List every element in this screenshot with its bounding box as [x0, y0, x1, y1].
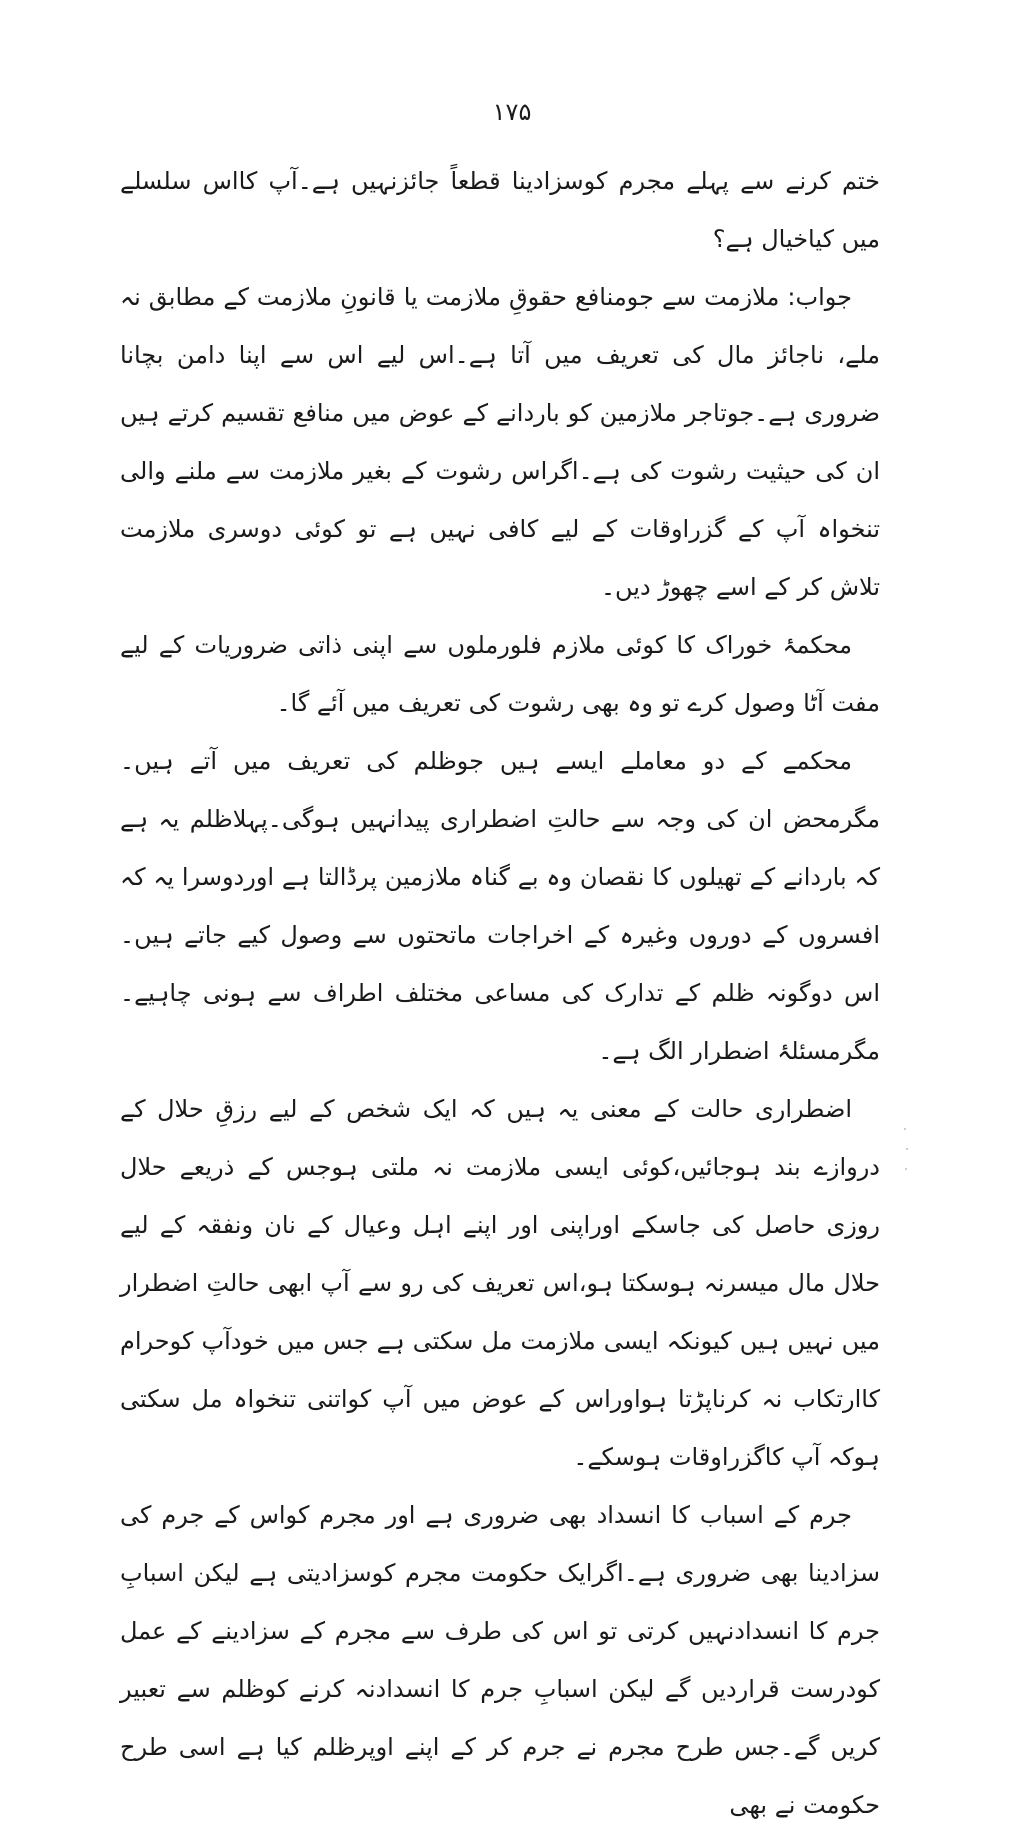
scan-speck: [905, 1168, 907, 1170]
paragraph-1: ختم کرنے سے پہلے مجرم کوسزادینا قطعاً جائزنہیں ہے۔آپ کااس سلسلے میں کیاخیال ہے؟: [120, 167, 880, 253]
paragraph-4: محکمے کے دو معاملے ایسے ہیں جوظلم کی تعریف میں آتے ہیں۔مگرمحض ان کی وجہ سے حالتِ اضطراری پیدانہیں ہوگی۔پہلاظلم یہ ہے کہ باردانے کے تھیلوں کا نقصان وہ بے گناہ ملازمین پرڈالتا ہے اوردوسرا یہ کہ افسروں کے دوروں وغیرہ کے اخراجات ماتحتوں سے وصول کیے جاتے ہیں۔اس دوگونہ ظلم کے تدارک کی مساعی مختلف اطراف سے ہونی چاہیے۔مگرمسئلۂ اضطرار الگ ہے۔: [120, 747, 880, 1065]
paragraph-3: محکمۂ خوراک کا کوئی ملازم فلورملوں سے اپنی ذاتی ضروریات کے لیے مفت آٹا وصول کرے تو وہ بھی رشوت کی تعریف میں آئے گا۔: [120, 631, 880, 717]
paragraph-5: اضطراری حالت کے معنی یہ ہیں کہ ایک شخص کے لیے رزقِ حلال کے دروازے بند ہوجائیں،کوئی ایسی ملازمت نہ ملتی ہوجس کے ذریعے حلال روزی حاصل کی جاسکے اوراپنی اور اپنے اہل وعیال کے نان ونفقہ کے لیے حلال مال میسرنہ ہوسکتا ہو،اس تعریف کی رو سے آپ ابھی حالتِ اضطرار میں نہیں ہیں کیونکہ ایسی ملازمت مل سکتی ہے جس میں خودآپ کوحرام کاارتکاب نہ کرناپڑتا ہواوراس کے عوض میں آپ کواتنی تنخواہ مل سکتی ہوکہ آپ کاگزراوقات ہوسکے۔: [120, 1095, 880, 1471]
scan-speck: [904, 1128, 906, 1130]
page-number: ۱۷۵: [492, 98, 532, 126]
paragraph-6: جرم کے اسباب کا انسداد بھی ضروری ہے اور مجرم کواس کے جرم کی سزادینا بھی ضروری ہے۔اگرایک حکومت مجرم کوسزادیتی ہے لیکن اسبابِ جرم کا انسدادنہیں کرتی تو اس کی طرف سے مجرم کے سزادینے کے عمل کودرست قراردیں گے لیکن اسبابِ جرم کا انسدادنہ کرنے کوظلم سے تعبیر کریں گے۔جس طرح مجرم نے جرم کر کے اپنے اوپرظلم کیا ہے اسی طرح حکومت نے بھی: [120, 1501, 880, 1819]
scan-speck: [906, 1148, 908, 1150]
paragraph-2: جواب: ملازمت سے جومنافع حقوقِ ملازمت یا قانونِ ملازمت کے مطابق نہ ملے، ناجائز مال کی تعریف میں آتا ہے۔اس لیے اس سے اپنا دامن بچانا ضروری ہے۔جوتاجر ملازمین کو باردانے کے عوض میں منافع تقسیم کرتے ہیں ان کی حیثیت رشوت کی ہے۔اگراس رشوت کے بغیر ملازمت سے ملنے والی تنخواہ آپ کے گزراوقات کے لیے کافی نہیں ہے تو کوئی دوسری ملازمت تلاش کر کے اسے چھوڑ دیں۔: [120, 283, 880, 601]
page-body-text: [120, 152, 880, 1834]
